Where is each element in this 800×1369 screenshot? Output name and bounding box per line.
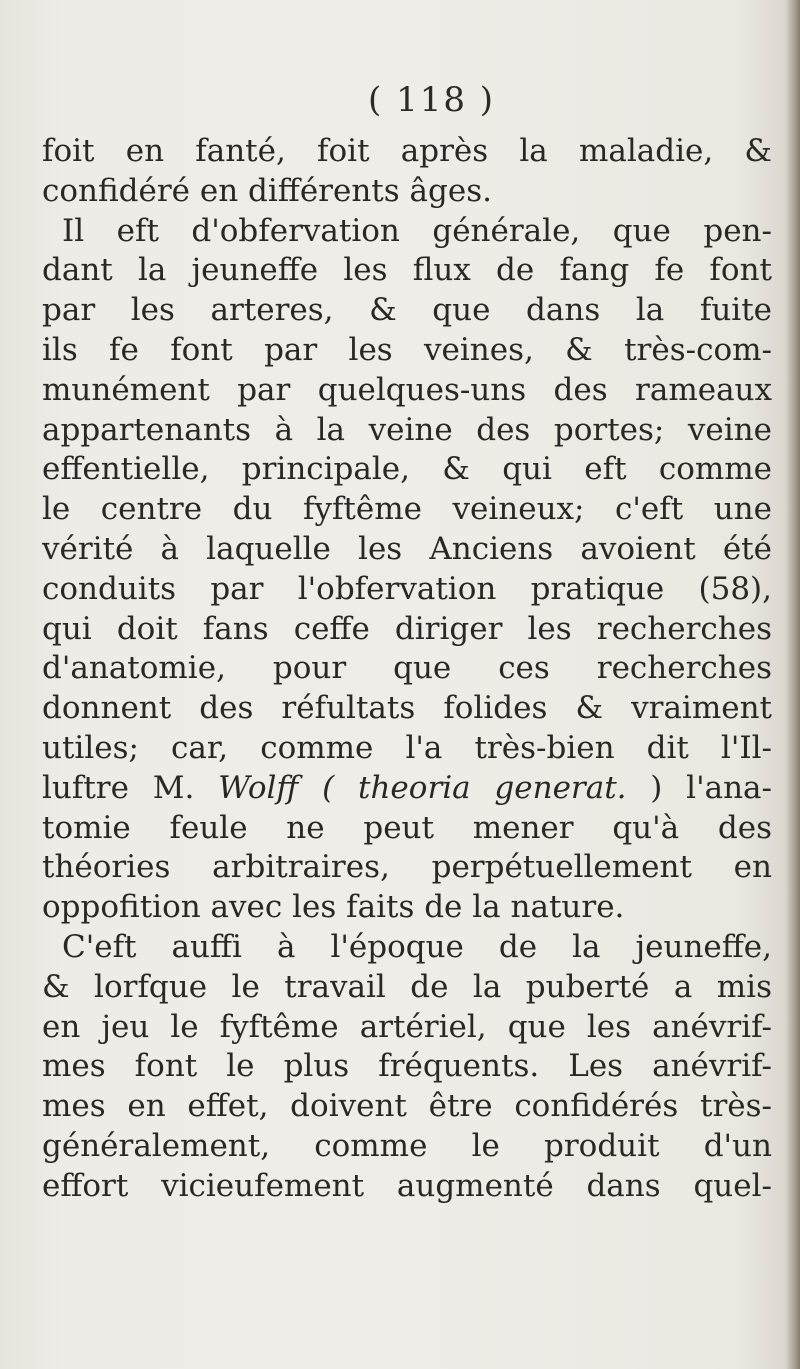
text-line: dant la jeuneffe les flux de fang fe font: [42, 252, 772, 289]
italic-citation: Wolff ( theoria generat.: [218, 769, 651, 806]
text-segment: luftre M.: [42, 769, 219, 806]
text-segment: ) l'ana-: [650, 769, 772, 806]
text-line: vérité à laquelle les Anciens avoient été: [42, 530, 772, 567]
page-number: ( 118 ): [368, 80, 496, 120]
text-line: Il eft d'obfervation générale, que pen-: [62, 212, 772, 249]
text-line: en jeu le fyftême artériel, que les anévrif-: [42, 1008, 772, 1045]
text-line: théories arbitraires, perpétuellement en: [42, 849, 772, 886]
text-line: foit en fanté, foit après la maladie, &: [42, 133, 772, 169]
text-line: effort vicieufement augmenté dans quel-: [42, 1167, 772, 1204]
text-line: qui doit fans ceffe diriger les recherches: [42, 610, 772, 647]
text-line: oppofition avec les faits de la nature.: [42, 889, 625, 926]
page-edge-shadow: [786, 0, 800, 1369]
text-line: & lorfque le travail de la puberté a mis: [42, 968, 772, 1005]
text-line: ils fe font par les veines, & très-com-: [42, 331, 772, 368]
text-line: par les arteres, & que dans la fuite: [42, 292, 772, 329]
text-line: [42, 769, 772, 809]
text-line: C'eft auffi à l'époque de la jeuneffe,: [62, 928, 772, 965]
text-line: généralement, comme le produit d'un: [42, 1127, 772, 1164]
text-line: mes en effet, doivent être confidérés très-: [42, 1088, 772, 1125]
text-line: conduits par l'obfervation pratique (58),: [42, 570, 772, 607]
text-line: mes font le plus fréquents. Les anévrif-: [42, 1048, 772, 1085]
text-line: confidéré en différents âges.: [42, 172, 492, 209]
text-line: tomie feule ne peut mener qu'à des: [42, 809, 772, 846]
text-line: munément par quelques-uns des rameaux: [42, 371, 772, 408]
text-line: le centre du fyftême veineux; c'eft une: [42, 491, 772, 528]
text-line: d'anatomie, pour que ces recherches: [42, 650, 772, 687]
text-line: utiles; car, comme l'a très-bien dit l'Il-: [42, 729, 772, 766]
text-line: appartenants à la veine des portes; veine: [42, 411, 772, 448]
text-line: effentielle, principale, & qui eft comme: [42, 451, 772, 488]
body-text: [42, 132, 772, 1207]
text-line: donnent des réfultats folides & vraiment: [42, 690, 772, 727]
